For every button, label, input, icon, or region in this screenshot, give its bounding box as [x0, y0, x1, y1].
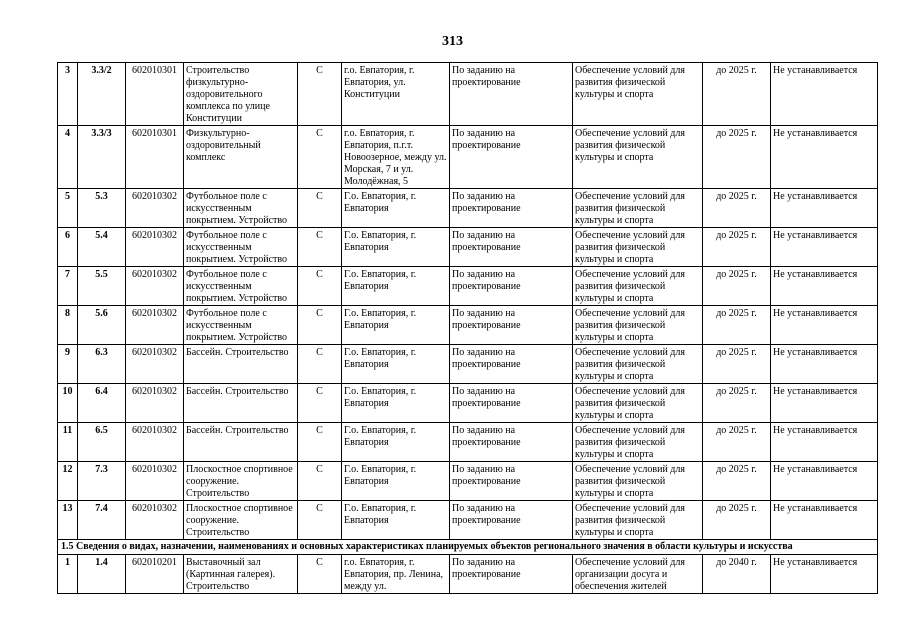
row-purpose: Обеспечение условий для развития физической культуры и спорта [573, 501, 703, 540]
row-object-name: Выставочный зал (Картинная галерея). Строительство [184, 555, 298, 594]
row-object-name: Плоскостное спортивное сооружение. Строительство [184, 501, 298, 540]
row-parameters: По заданию на проектирование [450, 555, 573, 594]
table-body [58, 63, 878, 594]
row-type: С [298, 189, 342, 228]
row-purpose: Обеспечение условий для развития физической культуры и спорта [573, 306, 703, 345]
row-object-name: Строительство физкультурно-оздоровительного комплекса по улице Конституции [184, 63, 298, 126]
row-term: до 2025 г. [703, 189, 771, 228]
row-index: 6.3 [78, 345, 126, 384]
row-number: 3 [58, 63, 78, 126]
table-row [58, 384, 878, 423]
row-object-name: Футбольное поле с искусственным покрытием. Устройство [184, 267, 298, 306]
row-type: С [298, 306, 342, 345]
row-type: С [298, 384, 342, 423]
row-object-name: Футбольное поле с искусственным покрытием. Устройство [184, 228, 298, 267]
row-object-name: Футбольное поле с искусственным покрытием. Устройство [184, 306, 298, 345]
row-type: С [298, 345, 342, 384]
row-location: г.о. Евпатория, г. Евпатория, ул. Конституции [342, 63, 450, 126]
row-zone: Не устанавливается [771, 306, 878, 345]
row-index: 5.5 [78, 267, 126, 306]
row-term: до 2025 г. [703, 423, 771, 462]
row-type: С [298, 555, 342, 594]
row-number: 11 [58, 423, 78, 462]
row-zone: Не устанавливается [771, 189, 878, 228]
row-term: до 2025 г. [703, 267, 771, 306]
row-location: г.о. Евпатория, г. Евпатория, пр. Ленина, между ул. [342, 555, 450, 594]
row-index: 6.4 [78, 384, 126, 423]
row-index: 7.3 [78, 462, 126, 501]
row-number: 5 [58, 189, 78, 228]
row-number: 1 [58, 555, 78, 594]
row-location: Г.о. Евпатория, г. Евпатория [342, 306, 450, 345]
row-parameters: По заданию на проектирование [450, 306, 573, 345]
row-object-name: Бассейн. Строительство [184, 384, 298, 423]
table-row [58, 126, 878, 189]
row-purpose: Обеспечение условий для развития физической культуры и спорта [573, 189, 703, 228]
row-location: г.о. Евпатория, г. Евпатория, п.г.т. Новоозерное, между ул. Морская, 7 и ул. Молодёжная, 5 [342, 126, 450, 189]
row-code: 602010302 [126, 384, 184, 423]
table-row [58, 501, 878, 540]
row-index: 1.4 [78, 555, 126, 594]
table-row [58, 63, 878, 126]
row-zone: Не устанавливается [771, 423, 878, 462]
row-zone: Не устанавливается [771, 555, 878, 594]
row-zone: Не устанавливается [771, 267, 878, 306]
table-row [58, 228, 878, 267]
row-index: 5.6 [78, 306, 126, 345]
row-location: Г.о. Евпатория, г. Евпатория [342, 228, 450, 267]
row-type: С [298, 126, 342, 189]
row-number: 9 [58, 345, 78, 384]
row-number: 8 [58, 306, 78, 345]
row-location: Г.о. Евпатория, г. Евпатория [342, 267, 450, 306]
row-term: до 2025 г. [703, 345, 771, 384]
table-row [58, 345, 878, 384]
row-index: 3.3/2 [78, 63, 126, 126]
row-term: до 2025 г. [703, 228, 771, 267]
row-code: 602010302 [126, 345, 184, 384]
row-index: 5.3 [78, 189, 126, 228]
row-location: Г.о. Евпатория, г. Евпатория [342, 462, 450, 501]
row-object-name: Бассейн. Строительство [184, 423, 298, 462]
row-zone: Не устанавливается [771, 63, 878, 126]
row-index: 7.4 [78, 501, 126, 540]
row-parameters: По заданию на проектирование [450, 267, 573, 306]
row-purpose: Обеспечение условий для развития физической культуры и спорта [573, 345, 703, 384]
row-term: до 2025 г. [703, 384, 771, 423]
row-zone: Не устанавливается [771, 126, 878, 189]
row-location: Г.о. Евпатория, г. Евпатория [342, 345, 450, 384]
row-term: до 2025 г. [703, 462, 771, 501]
row-parameters: По заданию на проектирование [450, 126, 573, 189]
row-code: 602010301 [126, 126, 184, 189]
row-parameters: По заданию на проектирование [450, 63, 573, 126]
row-parameters: По заданию на проектирование [450, 462, 573, 501]
row-zone: Не устанавливается [771, 228, 878, 267]
row-object-name: Футбольное поле с искусственным покрытием. Устройство [184, 189, 298, 228]
table-row [58, 306, 878, 345]
table-row [58, 189, 878, 228]
row-code: 602010302 [126, 462, 184, 501]
row-type: С [298, 267, 342, 306]
row-code: 602010302 [126, 306, 184, 345]
row-parameters: По заданию на проектирование [450, 423, 573, 462]
table-row [58, 462, 878, 501]
section-heading-row [58, 540, 878, 555]
row-term: до 2025 г. [703, 126, 771, 189]
objects-table [57, 62, 878, 594]
section-heading: 1.5 Сведения о видах, назначении, наименованиях и основных характеристиках планируемых объектов регионального значения в области культуры и искусства [58, 540, 878, 555]
row-term: до 2025 г. [703, 306, 771, 345]
row-type: С [298, 63, 342, 126]
row-number: 13 [58, 501, 78, 540]
row-location: Г.о. Евпатория, г. Евпатория [342, 384, 450, 423]
table-row [58, 555, 878, 594]
row-code: 602010302 [126, 267, 184, 306]
row-zone: Не устанавливается [771, 384, 878, 423]
row-purpose: Обеспечение условий для развития физической культуры и спорта [573, 126, 703, 189]
row-purpose: Обеспечение условий для развития физической культуры и спорта [573, 63, 703, 126]
row-type: С [298, 423, 342, 462]
row-type: С [298, 501, 342, 540]
page-number: 313 [442, 34, 463, 49]
row-code: 602010302 [126, 228, 184, 267]
row-zone: Не устанавливается [771, 501, 878, 540]
row-term: до 2040 г. [703, 555, 771, 594]
row-purpose: Обеспечение условий для развития физической культуры и спорта [573, 384, 703, 423]
row-number: 6 [58, 228, 78, 267]
row-code: 602010301 [126, 63, 184, 126]
row-purpose: Обеспечение условий для развития физической культуры и спорта [573, 228, 703, 267]
row-purpose: Обеспечение условий для развития физической культуры и спорта [573, 267, 703, 306]
row-code: 602010302 [126, 423, 184, 462]
row-parameters: По заданию на проектирование [450, 345, 573, 384]
row-term: до 2025 г. [703, 501, 771, 540]
row-location: Г.о. Евпатория, г. Евпатория [342, 423, 450, 462]
row-type: С [298, 462, 342, 501]
row-index: 6.5 [78, 423, 126, 462]
row-parameters: По заданию на проектирование [450, 228, 573, 267]
row-type: С [298, 228, 342, 267]
row-number: 7 [58, 267, 78, 306]
row-index: 3.3/3 [78, 126, 126, 189]
row-code: 602010302 [126, 501, 184, 540]
row-object-name: Плоскостное спортивное сооружение. Строительство [184, 462, 298, 501]
row-zone: Не устанавливается [771, 462, 878, 501]
row-parameters: По заданию на проектирование [450, 384, 573, 423]
row-code: 602010201 [126, 555, 184, 594]
row-number: 12 [58, 462, 78, 501]
row-zone: Не устанавливается [771, 345, 878, 384]
row-object-name: Бассейн. Строительство [184, 345, 298, 384]
table-row [58, 267, 878, 306]
row-number: 10 [58, 384, 78, 423]
row-code: 602010302 [126, 189, 184, 228]
row-number: 4 [58, 126, 78, 189]
row-purpose: Обеспечение условий для развития физической культуры и спорта [573, 423, 703, 462]
row-location: Г.о. Евпатория, г. Евпатория [342, 501, 450, 540]
table-row [58, 423, 878, 462]
row-object-name: Физкультурно-оздоровительный комплекс [184, 126, 298, 189]
row-purpose: Обеспечение условий для развития физической культуры и спорта [573, 462, 703, 501]
row-purpose: Обеспечение условий для организации досуга и обеспечения жителей [573, 555, 703, 594]
row-term: до 2025 г. [703, 63, 771, 126]
row-parameters: По заданию на проектирование [450, 189, 573, 228]
row-parameters: По заданию на проектирование [450, 501, 573, 540]
row-index: 5.4 [78, 228, 126, 267]
row-location: Г.о. Евпатория, г. Евпатория [342, 189, 450, 228]
